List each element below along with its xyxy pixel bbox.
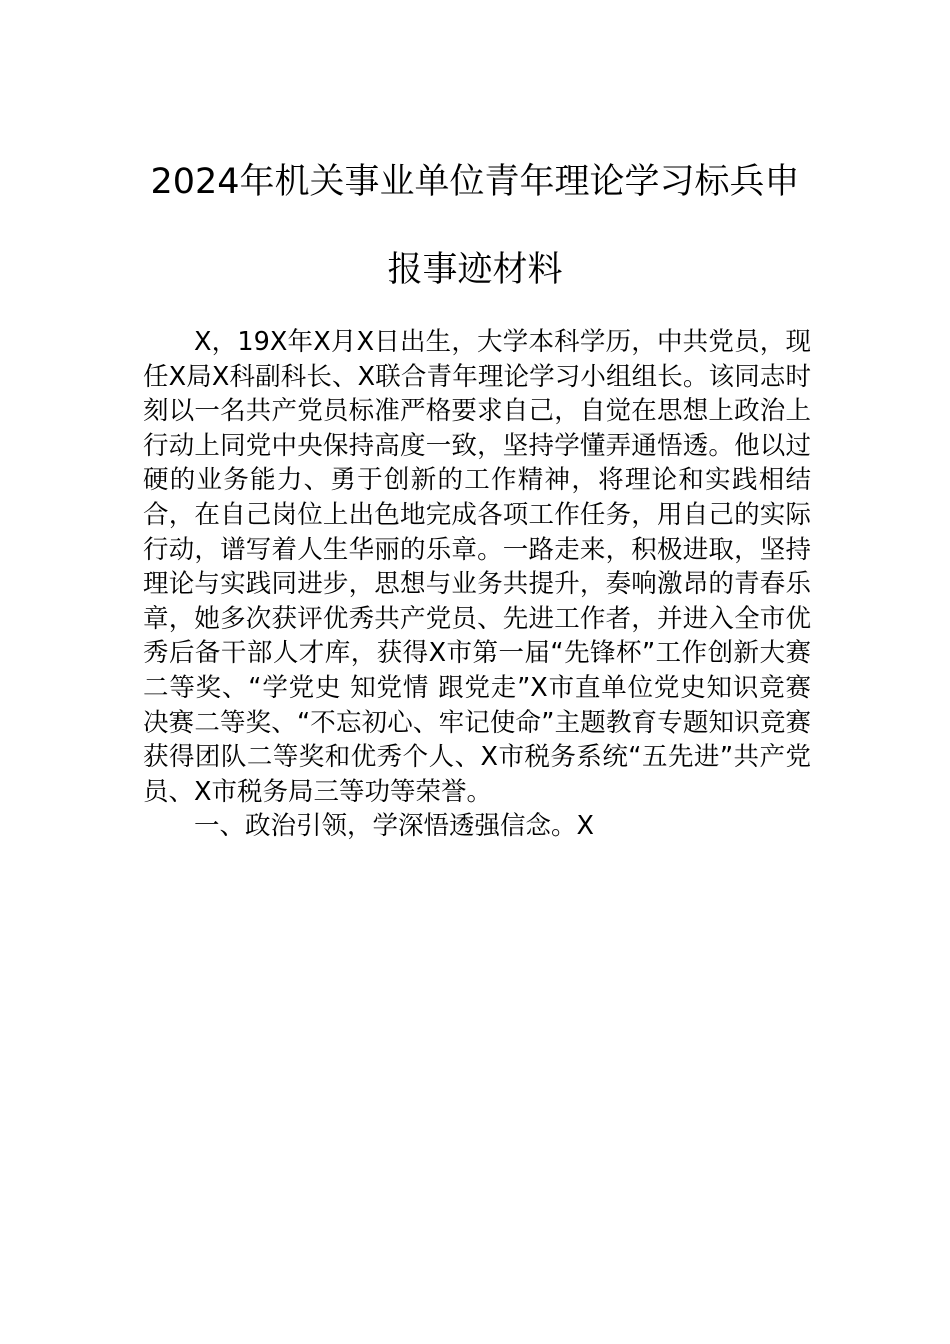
document-title <box>120 160 830 292</box>
document-body <box>143 325 811 844</box>
paragraph-section-heading: 一、政治引领，学深悟透强信念。X <box>194 811 594 842</box>
title-line-2: 报事迹材料 <box>387 250 563 290</box>
title-line-1: 2024年机关事业单位青年理论学习标兵申 <box>150 162 800 202</box>
paragraph-intro: X，19X年X月X日出生，大学本科学历，中共党员，现任X局X科副科长、X联合青年理论学习小组组长。该同志时刻以一名共产党员标准严格要求自己，自觉在思想上政治上行动上同党中央保持高度一致，坚持学懂弄通悟透。他以过硬的业务能力、勇于创新的工作精神，将理论和实践相结合，在自己岗位上出色地完成各项工作任务，用自己的实际行动，谱写着人生华丽的乐章。一路走来，积极进取，坚持理论与实践同进步，思想与业务共提升，奏响激昂的青春乐章，她多次获评优秀共产党员、先进工作者，并进入全市优秀后备干部人才库，获得X市第一届“先锋杯”工作创新大赛二等奖、“学党史 知党情 跟党走”X市直单位党史知识竞赛决赛二等奖、“不忘初心、牢记使命”主题教育专题知识竞赛获得团队二等奖和优秀个人、X市税务系统“五先进”共产党员、X市税务局三等功等荣誉。 <box>143 327 811 807</box>
